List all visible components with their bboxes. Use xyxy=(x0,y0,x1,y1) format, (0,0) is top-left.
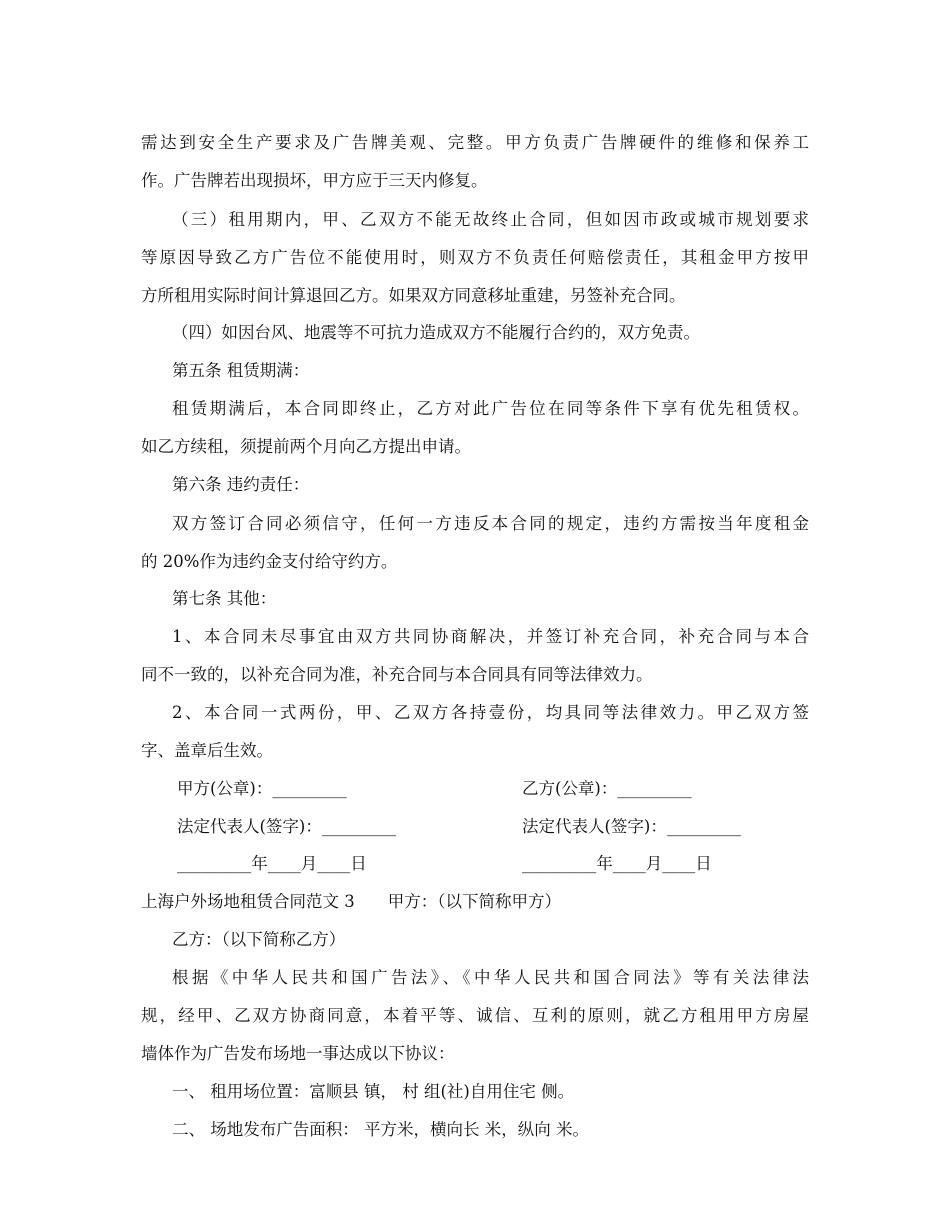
paragraph-line: （四）如因台风、地震等不可抗力造成双方不能履行合约的，双方免责。 xyxy=(172,323,700,342)
list-item: 二、 场地发布广告面积： 平方米，横向长 米，纵向 米。 xyxy=(172,1120,589,1139)
paragraph-line: 等原因导致乙方广告位不能使用时，则双方不负责任何赔偿责任，其租金甲方按甲 xyxy=(141,248,809,267)
party-b-seal: 乙方(公章)：_________ xyxy=(522,779,692,798)
paragraph-line: 1、本合同未尽事宜由双方共同协商解决，并签订补充合同，补充合同与本合 xyxy=(172,627,809,646)
section-heading: 第五条 租赁期满： xyxy=(172,361,310,380)
paragraph-line: 的 20%作为违约金支付给守约方。 xyxy=(141,552,398,571)
paragraph-line: 同不一致的，以补充合同为准，补充合同与本合同具有同等法律效力。 xyxy=(141,665,653,684)
paragraph-line: 双方签订合同必须信守，任何一方违反本合同的规定，违约方需按当年度租金 xyxy=(172,514,809,533)
paragraph-line: 字、盖章后生效。 xyxy=(141,741,273,760)
party-a-seal: 甲方(公章)：_________ xyxy=(177,779,347,798)
party-b-representative: 法定代表人(签字)：_________ xyxy=(522,817,742,836)
party-b-date: _________年____月____日 xyxy=(522,854,712,873)
party-a-representative: 法定代表人(签字)：_________ xyxy=(177,817,397,836)
section-heading: 第六条 违约责任： xyxy=(172,475,310,494)
paragraph-line: （三）租用期内，甲、乙双方不能无故终止合同，但如因市政或城市规划要求 xyxy=(172,210,809,229)
party-a-date: _________年____月____日 xyxy=(177,854,367,873)
section-heading: 第七条 其他： xyxy=(172,589,277,608)
party-b-line: 乙方：（以下简称乙方） xyxy=(172,930,346,949)
list-item: 一、 租用场位置：富顺县 镇， 村 组(社)自用住宅 侧。 xyxy=(172,1082,575,1101)
paragraph-line: 需达到安全生产要求及广告牌美观、完整。甲方负责广告牌硬件的维修和保养工 xyxy=(141,133,809,152)
paragraph-line: 2、本合同一式两份，甲、乙双方各持壹份，均具同等法律效力。甲乙双方签 xyxy=(172,703,809,722)
paragraph-line: 根据《中华人民共和国广告法》、《中华人民共和国合同法》等有关法律法 xyxy=(172,968,809,987)
paragraph-line: 如乙方续租，须提前两个月向乙方提出申请。 xyxy=(141,437,471,456)
sample-title: 上海户外场地租赁合同范文 3 甲方：（以下简称甲方） xyxy=(141,892,561,911)
paragraph-line: 租赁期满后，本合同即终止，乙方对此广告位在同等条件下享有优先租赁权。 xyxy=(172,399,809,418)
paragraph-line: 墙体作为广告发布场地一事达成以下协议： xyxy=(141,1044,455,1063)
paragraph-line: 方所租用实际时间计算退回乙方。如果双方同意移址重建，另签补充合同。 xyxy=(141,286,686,305)
paragraph-line: 作。广告牌若出现损坏，甲方应于三天内修复。 xyxy=(141,171,488,190)
paragraph-line: 规，经甲、乙双方协商同意，本着平等、诚信、互利的原则，就乙方租用甲方房屋 xyxy=(141,1006,809,1025)
